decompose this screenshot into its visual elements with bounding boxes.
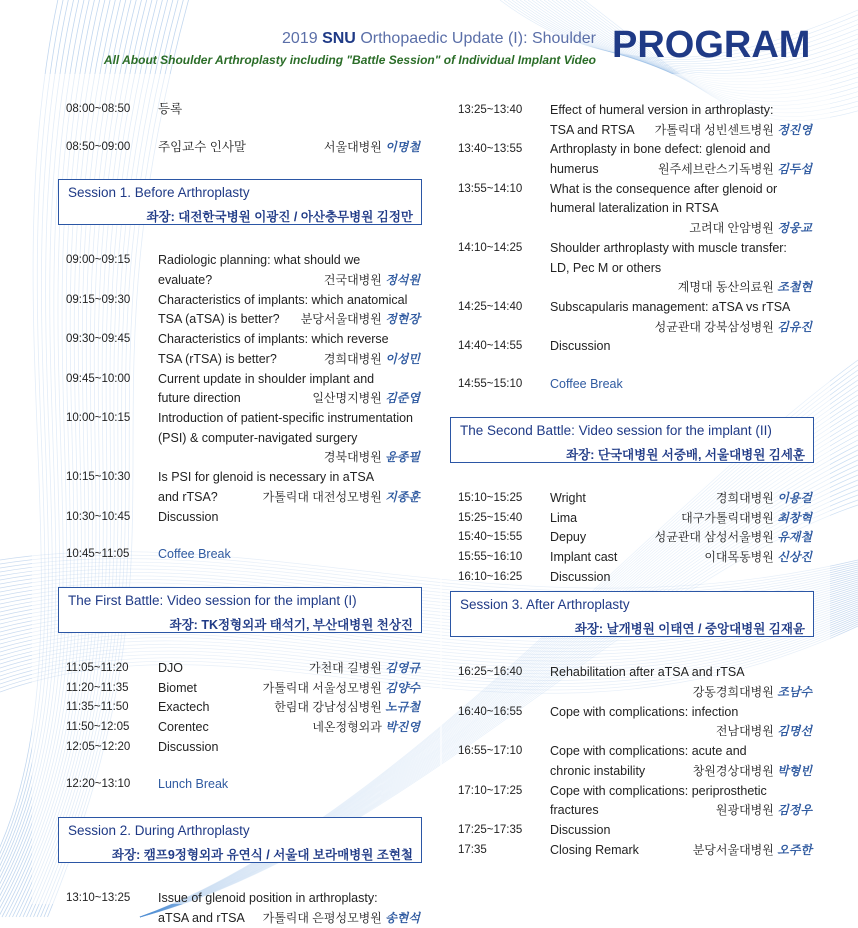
time-slot: 15:10~15:25 <box>458 491 523 504</box>
schedule-row <box>66 508 420 528</box>
schedule-row <box>66 330 420 369</box>
time-slot: 09:45~10:00 <box>66 372 131 385</box>
session-header <box>450 591 814 637</box>
speaker <box>312 718 420 738</box>
schedule-row <box>458 101 812 140</box>
schedule-row <box>458 663 812 702</box>
speaker <box>312 389 420 409</box>
time-slot: 13:10~13:25 <box>66 892 131 905</box>
topic-line: Implant cast <box>550 549 618 564</box>
speaker <box>324 350 420 370</box>
speaker-name: 정석원 <box>385 273 420 288</box>
speaker-name: 신상진 <box>777 549 812 564</box>
time-slot: 13:55~14:10 <box>458 182 523 195</box>
speaker <box>263 488 420 508</box>
schedule-row <box>66 409 420 468</box>
speaker <box>681 509 812 529</box>
topic-line: Coffee Break <box>550 377 623 392</box>
speaker-hospital: 가톨릭대 대전성모병원 <box>262 489 382 504</box>
header-subtitle: All About Shoulder Arthroplasty including "Battle Session" of Individual Implant Video <box>103 53 596 67</box>
schedule-row <box>458 140 812 179</box>
speaker-hospital: 성균관대 삼성서울병원 <box>654 530 774 545</box>
speaker-hospital: 경희대병원 <box>323 351 382 366</box>
schedule-row <box>66 889 420 928</box>
speaker-name: 김유진 <box>777 319 812 334</box>
speaker-hospital: 분당서울대병원 <box>692 842 774 857</box>
schedule-row <box>458 782 812 821</box>
topic-line: Depuy <box>550 530 587 545</box>
schedule-row <box>66 291 420 330</box>
schedule-row <box>458 298 812 337</box>
time-slot: 09:30~09:45 <box>66 333 131 346</box>
topic-line: Issue of glenoid position in arthroplasty: <box>158 891 378 906</box>
topic-line: Exactech <box>158 700 210 715</box>
topic-line: aTSA and rTSA <box>158 910 245 925</box>
session-title: The First Battle: Video session for the implant (I) <box>68 592 357 608</box>
speaker-name: 김양수 <box>385 680 420 695</box>
topic-line: Cope with complications: periprosthetic <box>550 783 767 798</box>
speaker-name: 조철현 <box>777 280 812 295</box>
header-title: 2019 SNU Orthopaedic Update (I): Shoulder <box>282 30 596 47</box>
schedule-row <box>458 568 812 588</box>
speaker <box>678 278 812 298</box>
speaker-hospital: 강동경희대병원 <box>692 684 774 699</box>
speaker <box>301 310 420 330</box>
time-slot: 14:40~14:55 <box>458 340 523 353</box>
speaker <box>274 698 420 718</box>
time-slot: 11:50~12:05 <box>66 721 130 733</box>
session-chairs: 좌장: TK정형외과 태석기, 부산대병원 천상진 <box>169 617 413 632</box>
time-slot: 12:05~12:20 <box>66 740 131 753</box>
time-slot: 16:40~16:55 <box>458 705 523 718</box>
time-slot: 17:10~17:25 <box>458 784 523 797</box>
session-topic <box>550 568 812 588</box>
topic-line: Effect of humeral version in arthroplasty: <box>550 103 774 117</box>
speaker-name: 정진영 <box>777 122 812 137</box>
session-title: The Second Battle: Video session for the implant (II) <box>460 422 772 438</box>
speaker-name: 박진영 <box>385 720 420 734</box>
topic-line: Corentec <box>158 720 209 734</box>
time-slot: 09:00~09:15 <box>66 254 131 267</box>
speaker-hospital: 네온정형외과 <box>312 720 382 734</box>
session-header <box>58 817 422 863</box>
speaker-hospital: 건국대병원 <box>323 273 382 288</box>
session-header <box>58 179 422 225</box>
time-slot: 08:50~09:00 <box>66 140 131 153</box>
time-slot: 14:10~14:25 <box>458 241 523 254</box>
speaker-name: 김영규 <box>385 660 420 675</box>
time-slot: 15:40~15:55 <box>458 531 523 544</box>
topic-line: TSA and RTSA <box>550 122 635 137</box>
schedule-row <box>66 659 420 679</box>
time-slot: 11:05~11:20 <box>66 661 129 674</box>
speaker-name: 김명선 <box>777 724 812 739</box>
speaker-name: 최창혁 <box>777 510 812 525</box>
speaker-hospital: 창원경상대병원 <box>692 763 774 778</box>
speaker-name: 조남수 <box>777 684 812 699</box>
time-slot: 10:00~10:15 <box>66 412 131 424</box>
topic-line: DJO <box>158 660 183 675</box>
time-slot: 15:55~16:10 <box>458 550 523 563</box>
schedule-row <box>66 718 420 738</box>
session-topic <box>158 545 420 565</box>
session-header <box>450 417 814 463</box>
schedule-row <box>458 509 812 529</box>
time-slot: 15:25~15:40 <box>458 511 523 524</box>
topic-line: Lunch Break <box>158 777 229 792</box>
speaker <box>704 548 812 568</box>
speaker <box>324 448 420 468</box>
time-slot: 11:20~11:35 <box>66 681 129 694</box>
topic-line: LD, Pec M or others <box>550 260 662 275</box>
topic-line: future direction <box>158 391 241 406</box>
schedule-row <box>458 742 812 781</box>
session-topic <box>158 508 420 528</box>
schedule-row <box>458 821 812 841</box>
speaker-name: 박형빈 <box>777 763 812 778</box>
topic-line: Discussion <box>550 339 611 354</box>
topic-line: What is the consequence after glenoid or <box>550 181 778 196</box>
session-chairs: 좌장: 캠프9정형외과 유연식 / 서울대 보라매병원 조현철 <box>111 848 413 863</box>
speaker-hospital: 경희대병원 <box>715 490 774 505</box>
speaker <box>324 271 420 291</box>
speaker-hospital: 가톨릭대 성빈센트병원 <box>654 122 774 137</box>
speaker-name: 김준엽 <box>385 391 420 406</box>
schedule-row <box>458 703 812 742</box>
speaker-name: 이명철 <box>385 139 420 154</box>
schedule-row <box>458 841 812 861</box>
schedule-row <box>66 468 420 507</box>
schedule-row <box>66 775 420 795</box>
topic-line: Rehabilitation after aTSA and rTSA <box>550 665 745 680</box>
speaker-hospital: 성균관대 강북삼성병원 <box>654 319 774 334</box>
speaker-name: 지종훈 <box>385 489 420 504</box>
speaker <box>655 121 812 141</box>
topic-line: Discussion <box>550 822 611 837</box>
time-slot: 14:55~15:10 <box>458 378 523 391</box>
session-title: Session 1. Before Arthroplasty <box>68 185 250 201</box>
speaker-hospital: 한림대 강남성심병원 <box>274 700 382 715</box>
session-topic <box>158 738 420 758</box>
time-slot: 13:25~13:40 <box>458 104 523 116</box>
topic-line: chronic instability <box>550 763 646 778</box>
topic-line: Wright <box>550 490 586 505</box>
speaker-hospital: 전남대병원 <box>715 724 774 739</box>
schedule-row <box>66 738 420 758</box>
time-slot: 14:25~14:40 <box>458 301 523 313</box>
topic-line: Arthroplasty in bone defect: glenoid and <box>550 142 771 157</box>
schedule-row <box>66 370 420 409</box>
speaker <box>655 318 812 338</box>
time-slot: 11:35~11:50 <box>66 701 129 714</box>
speaker-hospital: 가톨릭대 서울성모병원 <box>262 680 382 695</box>
time-slot: 10:45~11:05 <box>66 548 130 561</box>
speaker-hospital: 경북대병원 <box>323 450 382 465</box>
time-slot: 12:20~13:10 <box>66 778 131 791</box>
session-topic <box>550 821 812 841</box>
time-slot: 16:25~16:40 <box>458 666 523 679</box>
speaker-hospital: 일산명지병원 <box>312 391 382 406</box>
time-slot: 08:00~08:50 <box>66 103 131 115</box>
topic-line: Characteristics of implants: which reverse <box>158 332 389 347</box>
topic-line: Closing Remark <box>550 842 639 857</box>
time-slot: 16:10~16:25 <box>458 570 523 583</box>
time-slot: 10:15~10:30 <box>66 471 131 484</box>
speaker <box>693 683 812 703</box>
speaker-name: 김두섭 <box>777 162 812 177</box>
topic-line: 등록 <box>158 102 183 116</box>
time-slot: 10:30~10:45 <box>66 510 131 523</box>
schedule-row <box>458 239 812 298</box>
topic-line: Introduction of patient-specific instrumentation <box>158 411 413 425</box>
topic-line: and rTSA? <box>158 489 218 504</box>
session-chairs: 좌장: 날개병원 이태연 / 중앙대병원 김재윤 <box>574 622 805 637</box>
speaker-name: 송현석 <box>385 910 420 925</box>
schedule-row <box>458 489 812 509</box>
schedule-row <box>458 337 812 357</box>
speaker-name: 김정우 <box>777 803 812 818</box>
speaker-name: 오주한 <box>777 842 812 857</box>
schedule-row <box>66 679 420 699</box>
topic-line: Discussion <box>158 509 219 524</box>
time-slot: 16:55~17:10 <box>458 745 523 758</box>
topic-line: Subscapularis management: aTSA vs rTSA <box>550 300 791 314</box>
speaker <box>263 909 420 928</box>
speaker-hospital: 원광대병원 <box>715 803 774 818</box>
topic-line: (PSI) & computer-navigated surgery <box>158 430 358 445</box>
speaker <box>693 762 812 782</box>
topic-line: Radiologic planning: what should we <box>158 253 361 268</box>
speaker-hospital: 가천대 길병원 <box>308 660 382 675</box>
topic-line: TSA (aTSA) is better? <box>158 312 280 327</box>
session-chairs: 좌장: 대전한국병원 이광진 / 아산충무병원 김정만 <box>146 210 413 225</box>
schedule-row <box>66 545 420 565</box>
speaker-hospital: 분당서울대병원 <box>300 312 382 327</box>
speaker <box>658 160 812 180</box>
time-slot: 17:25~17:35 <box>458 823 523 836</box>
topic-line: 주임교수 인사말 <box>158 139 246 154</box>
topic-line: evaluate? <box>158 273 213 288</box>
session-topic <box>158 100 420 120</box>
session-header <box>58 587 422 633</box>
time-slot: 17:35 <box>458 843 487 856</box>
speaker-hospital: 고려대 안암병원 <box>689 221 774 236</box>
topic-line: Discussion <box>550 569 611 584</box>
session-chairs: 좌장: 단국대병원 서중배, 서울대병원 김세훈 <box>566 447 805 462</box>
speaker-name: 정현장 <box>385 312 420 327</box>
schedule-row <box>66 138 420 158</box>
speaker-name: 노규철 <box>385 700 420 715</box>
speaker <box>716 489 812 509</box>
speaker-hospital: 계명대 동산의료원 <box>677 280 774 295</box>
topic-line: Biomet <box>158 680 197 695</box>
topic-line: Is PSI for glenoid is necessary in aTSA <box>158 470 375 485</box>
session-topic <box>550 375 812 395</box>
speaker-hospital: 이대목동병원 <box>704 549 774 564</box>
time-slot: 13:40~13:55 <box>458 143 523 156</box>
speaker <box>655 528 812 548</box>
speaker <box>716 722 812 742</box>
speaker-name: 이성민 <box>385 351 420 366</box>
speaker <box>689 219 812 239</box>
schedule-row <box>458 375 812 395</box>
speaker <box>309 659 420 679</box>
speaker <box>263 679 420 699</box>
topic-line: Cope with complications: infection <box>550 704 739 719</box>
topic-line: Lima <box>550 510 578 525</box>
topic-line: Coffee Break <box>158 547 231 562</box>
schedule-row <box>458 528 812 548</box>
schedule-row <box>66 100 420 120</box>
speaker-hospital: 서울대병원 <box>323 139 382 154</box>
topic-line: fractures <box>550 803 599 818</box>
speaker <box>716 801 812 821</box>
session-title: Session 2. During Arthroplasty <box>68 823 250 839</box>
topic-line: Characteristics of implants: which anatomical <box>158 292 408 307</box>
speaker <box>693 841 812 861</box>
schedule-row <box>66 698 420 718</box>
topic-line: humeral lateralization in RTSA <box>550 201 719 216</box>
speaker-name: 윤종필 <box>385 450 420 465</box>
time-slot: 09:15~09:30 <box>66 293 131 306</box>
schedule-row <box>66 251 420 290</box>
topic-line: humerus <box>550 162 599 177</box>
speaker-name: 유재철 <box>777 530 812 545</box>
speaker-hospital: 대구가톨릭대병원 <box>681 510 774 525</box>
session-title: Session 3. After Arthroplasty <box>460 597 630 613</box>
schedule-row <box>458 180 812 239</box>
topic-line: Shoulder arthroplasty with muscle transfer: <box>550 240 787 255</box>
program-title: PROGRAM <box>612 24 811 66</box>
speaker-hospital: 가톨릭대 은평성모병원 <box>262 910 382 925</box>
session-topic <box>158 775 420 795</box>
session-topic <box>550 337 812 357</box>
speaker <box>324 138 420 158</box>
schedule-row <box>458 548 812 568</box>
speaker-hospital: 원주세브란스기독병원 <box>657 162 774 177</box>
topic-line: Cope with complications: acute and <box>550 744 747 759</box>
speaker-name: 이용걸 <box>777 490 812 505</box>
topic-line: Discussion <box>158 739 219 754</box>
speaker-name: 정웅교 <box>777 221 812 236</box>
topic-line: TSA (rTSA) is better? <box>158 351 277 366</box>
topic-line: Current update in shoulder implant and <box>158 371 375 386</box>
